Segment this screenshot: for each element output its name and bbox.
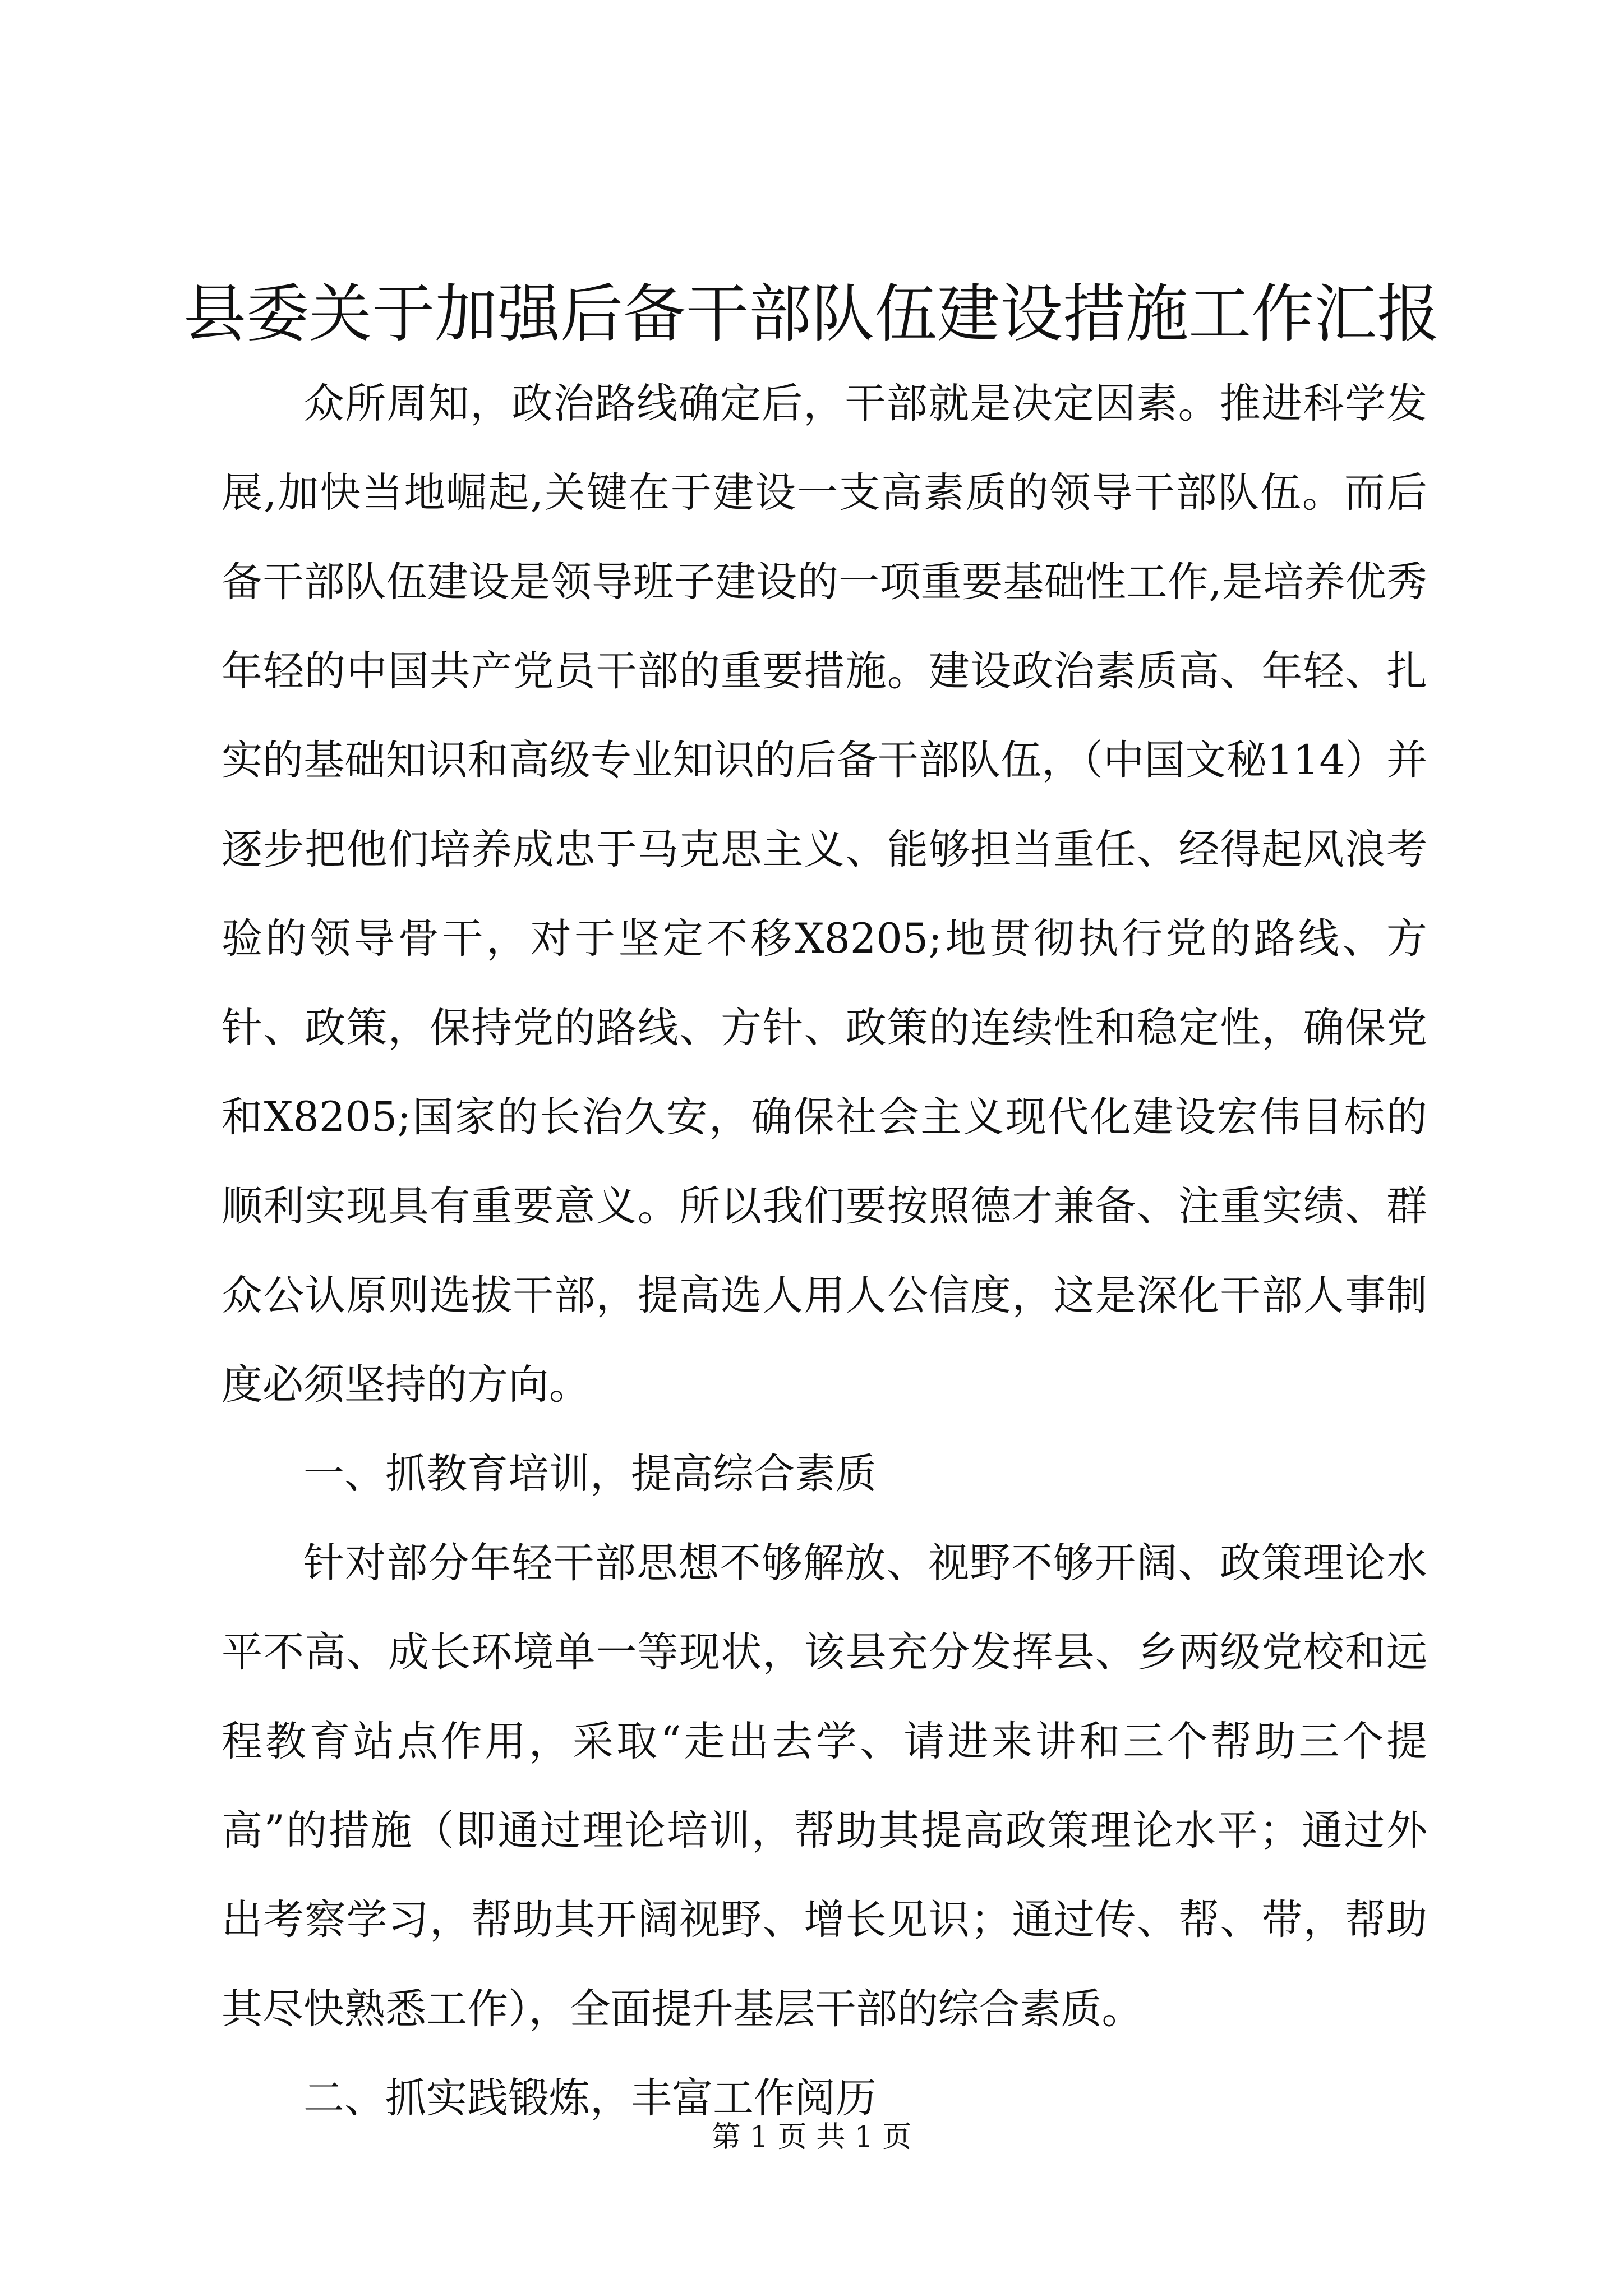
page-footer: 第 1 页 共 1 页: [711, 2120, 912, 2154]
document-title: 县委关于加强后备干部队伍建设措施工作汇报: [183, 278, 1440, 351]
intro-paragraph: 众所周知，政治路线确定后，干部就是决定因素。推进科学发展,加快当地崛起,关键在于建设一支高素质的领导干部队伍。而后备干部队伍建设是领导班子建设的一项重要基础性工作,是培养优秀年轻的中国共产党员干部的重要措施。建设政治素质高、年轻、扎实的基础知识和高级专业知识的后备干部队伍，（中国文秘114）并逐步把他们培养成忠于马克思主义、能够担当重任、经得起风浪考验的领导骨干，对于坚定不移X8205;地贯彻执行党的路线、方针、政策，保持党的路线、方针、政策的连续性和稳定性，确保党和X8205;国家的长治久安，确保社会主义现代化建设宏伟目标的顺利实现具有重要意义。所以我们要按照德才兼备、注重实绩、群众公认原则选拔干部，提高选人用人公信度，这是深化干部人事制度必须坚持的方向。: [222, 380, 1427, 1409]
section-heading-1: 一、抓教育培训，提高综合素质: [303, 1450, 877, 1498]
document-body: [222, 359, 1427, 2143]
section-heading-2: 二、抓实践锻炼，丰富工作阅历: [303, 2074, 877, 2122]
section-paragraph-1: 针对部分年轻干部思想不够解放、视野不够开阔、政策理论水平不高、成长环境单一等现状，该县充分发挥县、乡两级党校和远程教育站点作用，采取“走出去学、请进来讲和三个帮助三个提高”的措施（即通过理论培训，帮助其提高政策理论水平；通过外出考察学习，帮助其开阔视野、增长见识；通过传、帮、带，帮助其尽快熟悉工作），全面提升基层干部的综合素质。: [222, 1539, 1427, 2033]
